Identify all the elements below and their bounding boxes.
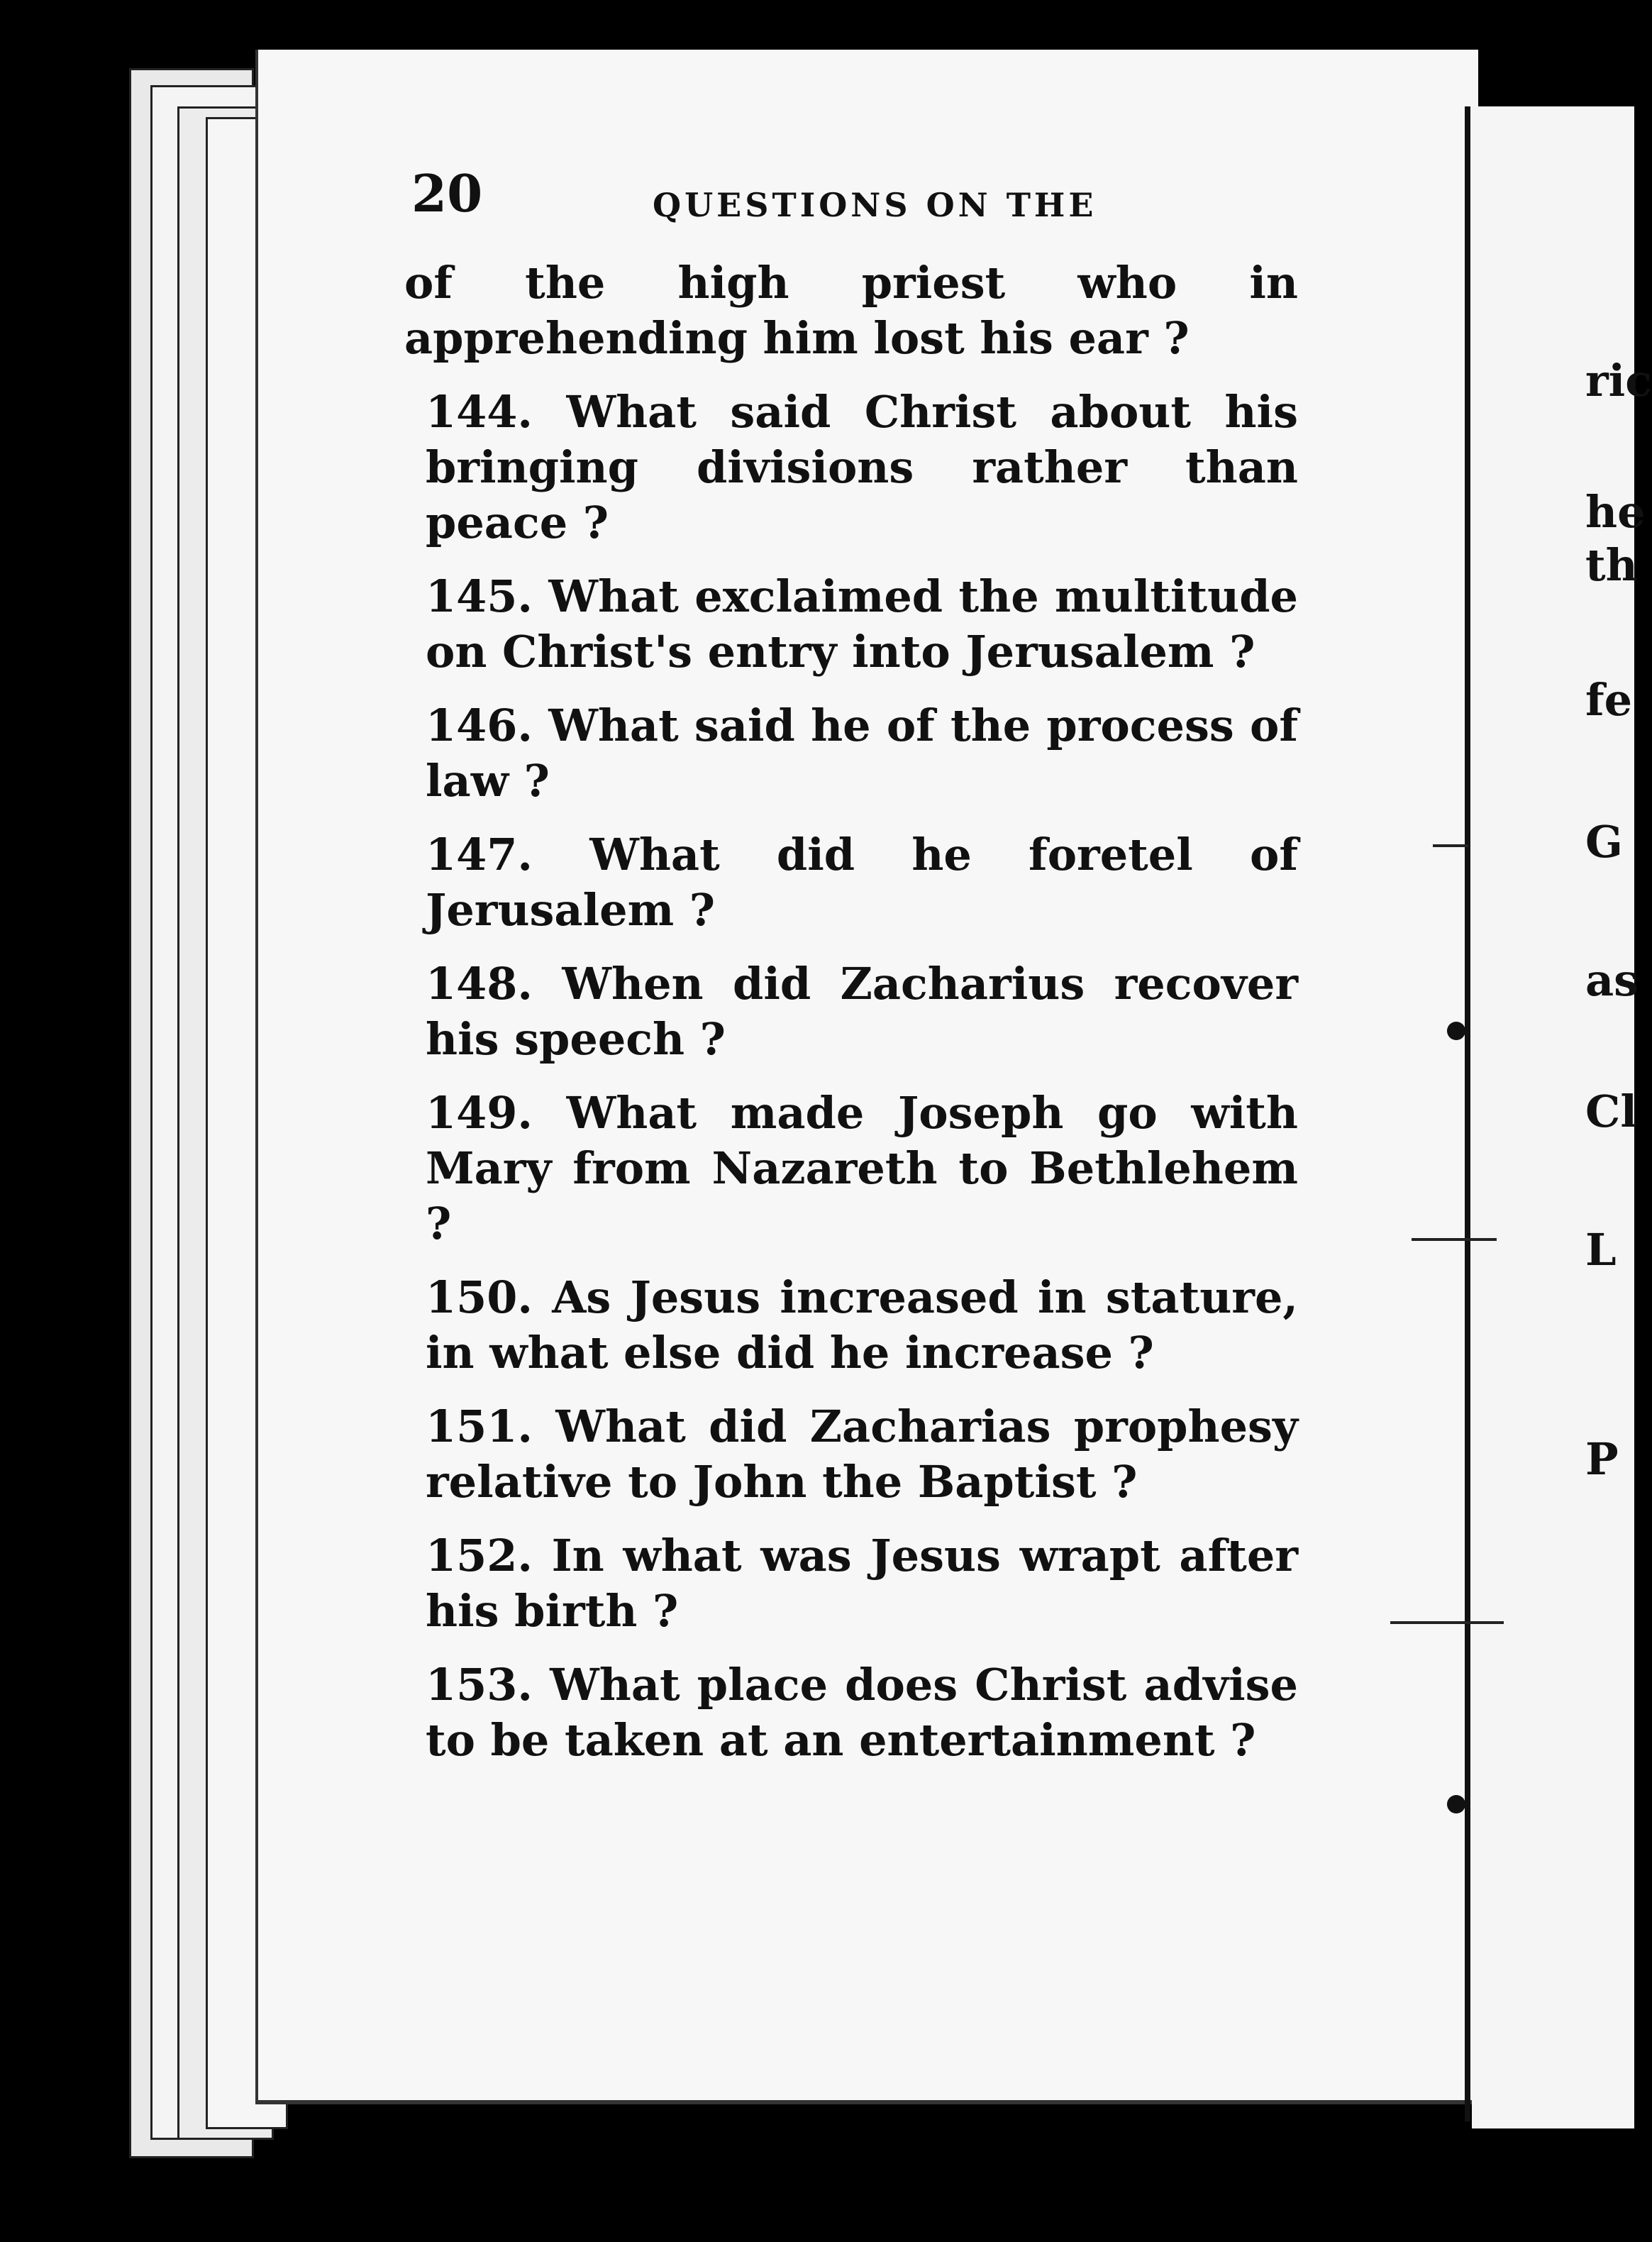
- facing-fragment: fe: [1585, 674, 1633, 726]
- question-item: [362, 1657, 1298, 1768]
- binding-tick: [1433, 844, 1468, 847]
- question-item: [362, 1399, 1298, 1510]
- facing-fragment: he: [1585, 486, 1646, 538]
- question-item: [362, 385, 1298, 551]
- continuation-text: of the high priest who in apprehending him lost his ear ?: [404, 257, 1298, 364]
- question-text: In what was Jesus wrapt after his birth ?: [426, 1530, 1298, 1637]
- facing-fragment: as: [1585, 954, 1639, 1006]
- question-item: [362, 827, 1298, 938]
- question-number: 146.: [426, 700, 533, 751]
- question-number: 148.: [426, 958, 533, 1010]
- running-head: QUESTIONS ON THE: [653, 186, 1097, 224]
- question-number: 153.: [426, 1659, 533, 1711]
- question-text: What made Joseph go with Mary from Nazareth to Bethlehem ?: [426, 1087, 1298, 1249]
- question-text: What exclaimed the multitude on Christ's entry into Jerusalem ?: [426, 570, 1298, 678]
- facing-fragment: L: [1585, 1224, 1617, 1276]
- question-text: What did he foretel of Jerusalem ?: [426, 829, 1299, 936]
- question-text: What place does Christ advise to be taken at an entertainment ?: [426, 1659, 1299, 1766]
- page-header: [411, 163, 1319, 234]
- question-text: As Jesus increased in stature, in what else did he increase ?: [426, 1271, 1298, 1379]
- facing-page-fragments: [1585, 0, 1652, 2242]
- facing-fragment: G: [1585, 816, 1623, 868]
- binding-mark: [1447, 1022, 1465, 1040]
- question-item: [362, 1528, 1298, 1639]
- question-item: [362, 1270, 1298, 1381]
- facing-fragment: ric: [1585, 355, 1652, 407]
- question-number: 145.: [426, 570, 533, 622]
- question-item: [362, 956, 1298, 1067]
- question-text: What said Christ about his bringing divisions rather than peace ?: [426, 386, 1298, 548]
- question-item: [362, 1086, 1298, 1252]
- question-text: What said he of the process of law ?: [426, 700, 1298, 807]
- binding-tick: [1390, 1621, 1504, 1624]
- question-text: When did Zacharius recover his speech ?: [426, 958, 1298, 1065]
- facing-fragment: th: [1585, 539, 1638, 591]
- facing-fragment: P: [1585, 1433, 1619, 1485]
- question-number: 147.: [426, 829, 533, 880]
- question-number: 149.: [426, 1087, 533, 1139]
- question-number: 151.: [426, 1401, 533, 1452]
- book-gutter: [1465, 106, 1470, 2121]
- page-number: 20: [411, 163, 483, 223]
- facing-fragment: Cl: [1585, 1086, 1637, 1137]
- question-number: 144.: [426, 386, 533, 438]
- question-item: [362, 698, 1298, 809]
- question-number: 150.: [426, 1271, 533, 1323]
- question-item: [362, 569, 1298, 680]
- page-body: [362, 255, 1298, 1787]
- binding-mark: [1447, 1795, 1465, 1813]
- question-number: 152.: [426, 1530, 533, 1581]
- binding-tick: [1412, 1238, 1497, 1241]
- question-text: What did Zacharias prophesy relative to John the Baptist ?: [426, 1401, 1298, 1508]
